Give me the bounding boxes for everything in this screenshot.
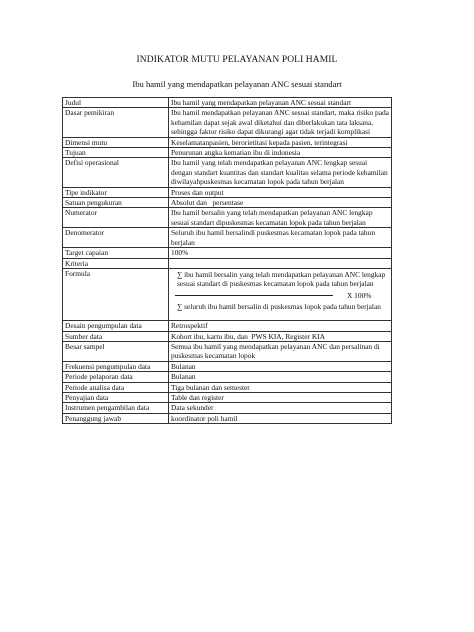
row-label: Sumber data <box>63 331 169 341</box>
table-row <box>63 341 392 361</box>
row-label: Periode analisa data <box>63 382 169 392</box>
row-value: Ibu hamil yang mendapatkan pelayanan ANC sesuai standart <box>169 98 392 108</box>
document-title: INDIKATOR MUTU PELAYANAN POLI HAMIL <box>136 55 338 65</box>
row-value: Keselamatanpasien, berorietitasi kepada pasien, terintegrasi <box>169 137 392 147</box>
row-value: Data sekunder <box>169 403 392 413</box>
row-value: 100% <box>169 248 392 258</box>
formula-denominator: ∑ seluruh ibu hamil bersalin di puskesmas lopok pada tahun berjalan <box>177 301 381 311</box>
formula-fraction-line <box>171 289 389 302</box>
table-row <box>63 268 392 320</box>
table-row <box>63 258 392 268</box>
row-value: Ibu hamil mendapatkan pelayanan ANC sesuai standart, maka risiko pada kehamilan dapat sejak awal diketahui dan diberlakukan tata laksana, sehingga faktor risiko dapat dikurangi agar tidak terjadi komplikasi <box>169 108 392 137</box>
table-row <box>63 158 392 187</box>
row-label: Dimensi mutu <box>63 137 169 147</box>
row-label: Judul <box>63 98 169 108</box>
row-label: Formula <box>63 268 169 320</box>
table-row <box>63 198 392 208</box>
row-label: Kriteria <box>63 258 169 268</box>
row-value: Penurunan angka kematian ibu di indonesia <box>169 148 392 158</box>
row-label: Denomerator <box>63 228 169 248</box>
row-value: Absolut dan persentase <box>169 198 392 208</box>
row-value: Table dan register <box>169 392 392 402</box>
row-label: Desain pengumpulan data <box>63 321 169 331</box>
row-label: Periode pelaporan data <box>63 372 169 382</box>
row-label: Frekuensi pengumpulan data <box>63 361 169 371</box>
table-row <box>63 382 392 392</box>
table-row <box>63 108 392 137</box>
table-row <box>63 372 392 382</box>
row-label: Satuan pengukuran <box>63 198 169 208</box>
table-row <box>63 208 392 228</box>
row-value: Seluruh ibu hamil bersalindi puskesmas kecamatan lopok pada tahun berjalan <box>169 228 392 248</box>
table-row <box>63 248 392 258</box>
row-value: Semua ibu hamil yang mendapatkan pelayanan ANC dan persalinan di puskesmas kecamatan lopok <box>169 341 392 361</box>
table-row <box>63 228 392 248</box>
formula-multiplier: X 100% <box>347 290 372 300</box>
row-label: Tipe indikator <box>63 187 169 197</box>
table-row <box>63 403 392 413</box>
formula-numerator: ∑ ibu hamil bersalin yang telah mendapatkan pelayanan ANC lengkap sesuai standart di puskesmas kecamatan lopok pada tahun berjalan <box>177 269 386 289</box>
table-row <box>63 137 392 147</box>
table-row <box>63 148 392 158</box>
row-label: Tujuan <box>63 148 169 158</box>
table-row <box>63 98 392 108</box>
table-row <box>63 331 392 341</box>
row-label: Dasar pemikiran <box>63 108 169 137</box>
fraction-bar <box>175 295 333 296</box>
row-value: koordinator poli hamil <box>169 413 392 423</box>
table-row <box>63 392 392 402</box>
row-value: Ibu hamil bersalin yang telah mendapatkan pelayanan ANC lengkap sesuai standart dipuskesmas kecamatan lopok pada tahun berjalan <box>169 208 392 228</box>
formula-cell <box>169 268 392 320</box>
row-value <box>169 258 392 268</box>
row-label: Penanggung jawab <box>63 413 169 423</box>
indicator-table <box>62 97 392 424</box>
row-value: Kohort ibu, kartu ibu, dan PWS KIA, Register KIA <box>169 331 392 341</box>
document-subtitle: Ibu hamil yang mendapatkan pelayanan ANC sesuai standart <box>132 79 342 89</box>
table-row <box>63 361 392 371</box>
row-label: Defisi operasional <box>63 158 169 187</box>
table-row <box>63 413 392 423</box>
row-label: Besar sampel <box>63 341 169 361</box>
row-value: Ibu hamil yang telah mendapatkan pelayanan ANC lengkap sesuai dengan standart kuantitas dan standart kualitas selama periode kehamilan diwilayahpuskesmas kecamatan lopok pada tahun berjalan <box>169 158 392 187</box>
row-value: Proses dan output <box>169 187 392 197</box>
row-label: Instrumen pengambilan data <box>63 403 169 413</box>
row-label: Penyajian data <box>63 392 169 402</box>
row-value: Retrospektif <box>169 321 392 331</box>
row-value: Bulanan <box>169 361 392 371</box>
row-value: Tiga bulanan dan semester <box>169 382 392 392</box>
table-row <box>63 187 392 197</box>
table-row <box>63 321 392 331</box>
row-label: Numerator <box>63 208 169 228</box>
row-label: Target capaian <box>63 248 169 258</box>
row-value: Bulanan <box>169 372 392 382</box>
